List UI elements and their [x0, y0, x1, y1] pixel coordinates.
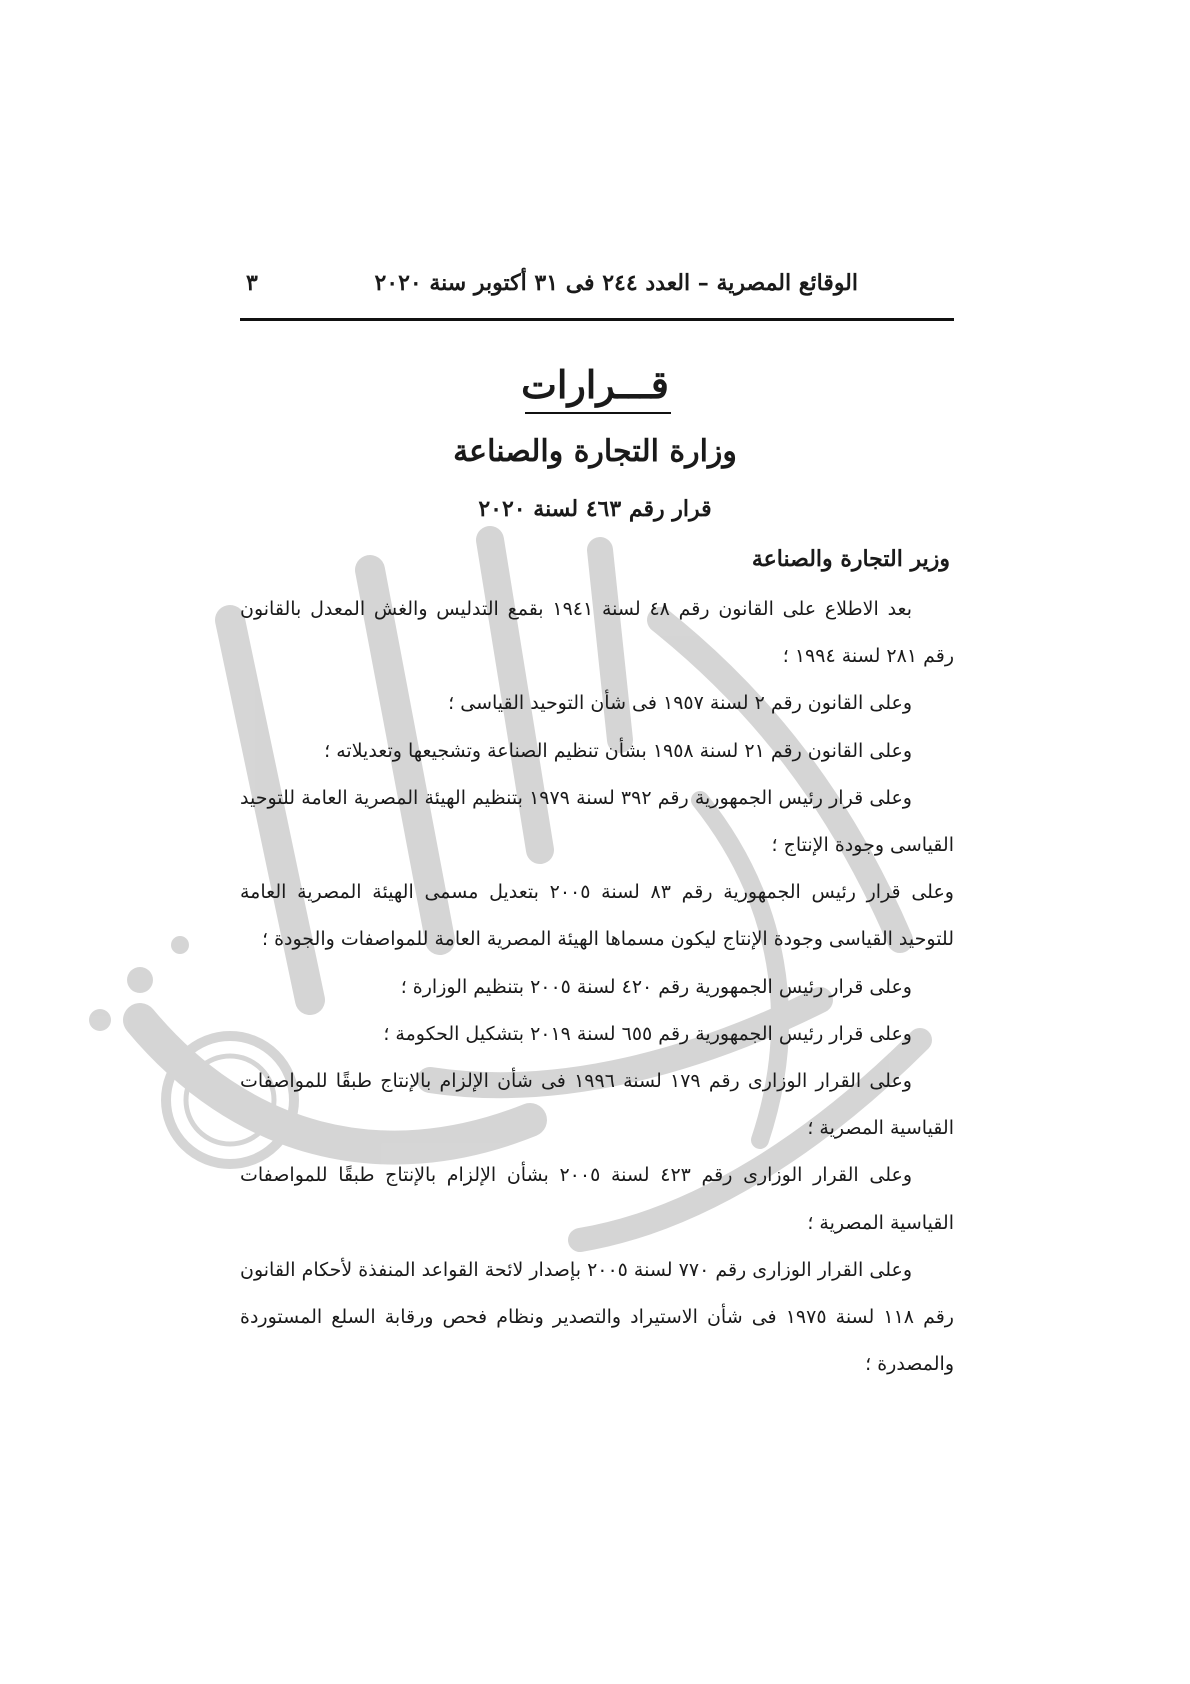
preamble-paragraph: بعد الاطلاع على القانون رقم ٤٨ لسنة ١٩٤١ بقمع التدليس والغش المعدل بالقانون رقم ٢٨١ لسنة ١٩٩٤ ؛ [240, 598, 954, 668]
preamble-paragraph: وعلى القانون رقم ٢١ لسنة ١٩٥٨ بشأن تنظيم الصناعة وتشجيعها وتعديلاته ؛ [324, 739, 912, 762]
page-number: ٣ [246, 270, 258, 296]
preamble-paragraph: وعلى القرار الوزارى رقم ٤٢٣ لسنة ٢٠٠٥ بشأن الإلزام بالإنتاج طبقًا للمواصفات القياسية المصرية ؛ [240, 1164, 954, 1234]
preamble-paragraph: وعلى قرار رئيس الجمهورية رقم ٤٢٠ لسنة ٢٠٠٥ بتنظيم الوزارة ؛ [400, 975, 912, 998]
preamble-paragraph: وعلى القانون رقم ٢ لسنة ١٩٥٧ فى شأن التوحيد القياسى ؛ [448, 692, 912, 715]
preamble-paragraph: وعلى قرار رئيس الجمهورية رقم ٨٣ لسنة ٢٠٠٥ بتعديل مسمى الهيئة المصرية العامة للتوحيد القياسى وجودة الإنتاج ليكون مسماها الهيئة المصرية العامة للمواصفات والجودة ؛ [240, 881, 954, 951]
ministry-heading: وزارة التجارة والصناعة [453, 434, 737, 469]
preamble-paragraph: وعلى القرار الوزارى رقم ١٧٩ لسنة ١٩٩٦ فى شأن الإلزام بالإنتاج طبقًا للمواصفات القياسية المصرية ؛ [240, 1070, 954, 1140]
header-divider [240, 318, 954, 321]
header-title: الوقائع المصرية – العدد ٢٤٤ فى ٣١ أكتوبر سنة ٢٠٢٠ [374, 270, 858, 296]
decree-preamble [240, 586, 954, 1388]
preamble-paragraph: وعلى قرار رئيس الجمهورية رقم ٣٩٢ لسنة ١٩٧٩ بتنظيم الهيئة المصرية العامة للتوحيد القياسى وجودة الإنتاج ؛ [240, 786, 954, 857]
section-title-underline [525, 412, 671, 414]
decree-title: قرار رقم ٤٦٣ لسنة ٢٠٢٠ [478, 496, 712, 522]
preamble-paragraph: وعلى قرار رئيس الجمهورية رقم ٦٥٥ لسنة ٢٠١٩ بتشكيل الحكومة ؛ [383, 1022, 912, 1045]
page-header [240, 270, 954, 310]
minister-heading: وزير التجارة والصناعة [751, 546, 950, 572]
preamble-paragraph: وعلى القرار الوزارى رقم ٧٧٠ لسنة ٢٠٠٥ بإصدار لائحة القواعد المنفذة لأحكام القانون رقم ١١٨ لسنة ١٩٧٥ فى شأن الاستيراد والتصدير ونظام فحص ورقابة السلع المستوردة والمصدرة ؛ [240, 1258, 954, 1376]
section-title: قـــرارات [521, 362, 669, 407]
